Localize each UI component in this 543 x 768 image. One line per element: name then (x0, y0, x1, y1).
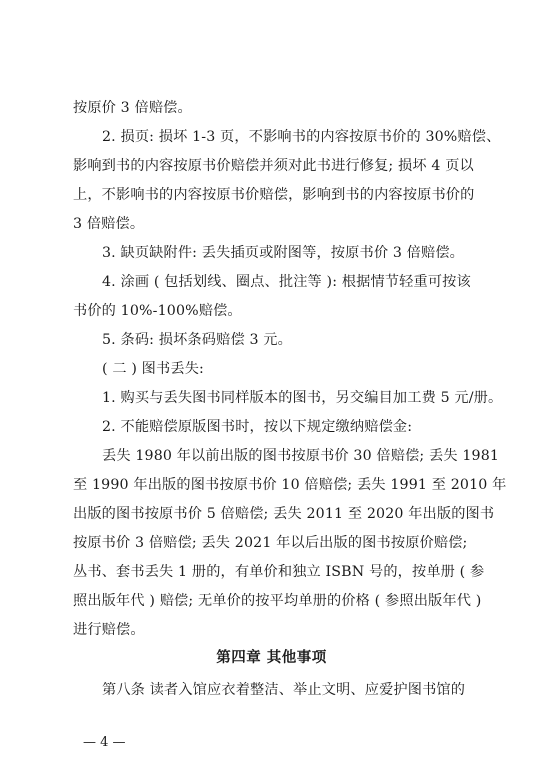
page-number: — 4 — (83, 735, 126, 750)
text-line: 书价的 10%-100%赔偿。 (73, 303, 242, 319)
text-line: 3 倍赔偿。 (73, 216, 145, 232)
text-line: 第八条 读者入馆应衣着整洁、举止文明、应爱护图书馆的 (102, 682, 466, 698)
text-line: 照出版年代 ) 赔偿; 无单价的按平均单册的价格 ( 参照出版年代 ) (73, 593, 482, 609)
text-line: 5. 条码: 损坏条码赔偿 3 元。 (102, 332, 292, 348)
text-line: 4. 涂画 ( 包括划线、圈点、批注等 ): 根据情节轻重可按该 (102, 274, 471, 290)
text-line: 至 1990 年出版的图书按原书价 10 倍赔偿; 丢失 1991 至 2010 年 (73, 477, 507, 493)
text-line: 按原价 3 倍赔偿。 (73, 100, 192, 116)
text-line: 按原书价 3 倍赔偿; 丢失 2021 年以后出版的图书按原价赔偿; (73, 535, 468, 551)
text-line: 影响到书的内容按原书价赔偿并须对此书进行修复; 损坏 4 页以 (73, 158, 474, 174)
text-line: ( 二 ) 图书丢失: (102, 361, 204, 377)
chapter-heading: 第四章 其他事项 (216, 650, 327, 666)
text-line: 出版的图书按原书价 5 倍赔偿; 丢失 2011 至 2020 年出版的图书 (73, 506, 495, 522)
text-line: 2. 损页: 损坏 1-3 页，不影响书的内容按原书价的 30%赔偿、 (102, 129, 501, 145)
text-line: 2. 不能赔偿原版图书时，按以下规定缴纳赔偿金: (102, 419, 413, 435)
text-line: 丢失 1980 年以前出版的图书按原书价 30 倍赔偿; 丢失 1981 (102, 448, 500, 464)
text-line: 丛书、套书丢失 1 册的，有单价和独立 ISBN 号的，按单册 ( 参 (73, 564, 485, 580)
text-line: 3. 缺页缺附件: 丢失插页或附图等，按原书价 3 倍赔偿。 (102, 245, 465, 261)
text-line: 进行赔偿。 (73, 622, 145, 638)
text-line: 上，不影响书的内容按原书价赔偿，影响到书的内容按原书价的 (73, 187, 475, 203)
text-line: 1. 购买与丢失图书同样版本的图书，另交编目加工费 5 元/册。 (102, 390, 503, 406)
